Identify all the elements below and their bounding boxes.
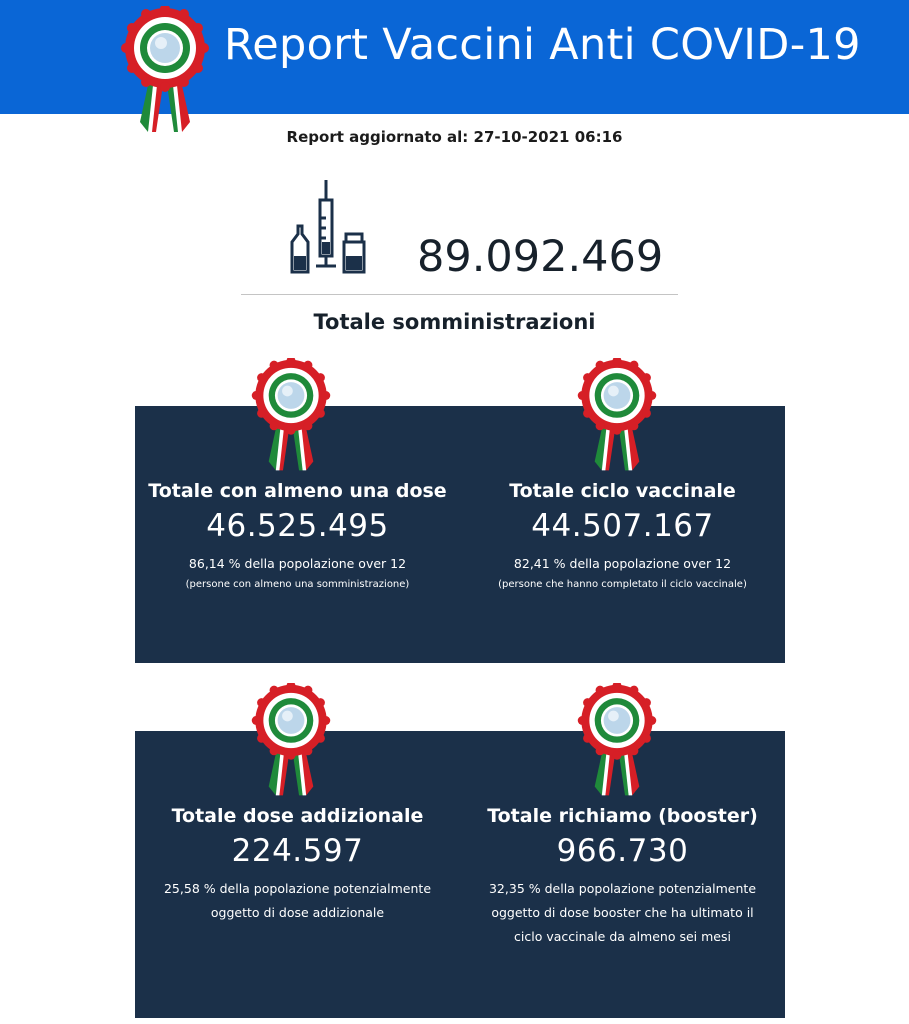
stat-additional-dose (135, 805, 460, 925)
total-administrations-label: Totale somministrazioni (313, 310, 596, 334)
stat-note: (persone con almeno una somministrazione) (185, 579, 410, 590)
rosette-icon (246, 683, 336, 799)
stat-at-least-one-dose (135, 480, 460, 590)
page-title: Report Vaccini Anti COVID-19 (224, 20, 861, 70)
rosette-icon (120, 6, 210, 136)
header-bar (0, 0, 909, 114)
rosette-icon (572, 683, 662, 799)
stat-title: Totale ciclo vaccinale (509, 480, 736, 502)
stat-title: Totale richiamo (booster) (487, 805, 758, 827)
stat-booster (460, 805, 785, 949)
rosette-icon (246, 358, 336, 474)
stat-percentage: 32,35 % della popolazione potenzialmente oggetto di dose booster che ha ultimato il ciclo vaccinale da almeno sei mesi (488, 881, 757, 944)
stat-note: (persone che hanno completato il ciclo vaccinale) (498, 579, 747, 590)
rosette-icon (572, 358, 662, 474)
stat-value: 966.730 (556, 833, 689, 869)
stat-percentage: 82,41 % della popolazione over 12 (513, 556, 732, 571)
divider (241, 294, 678, 295)
report-updated-label: Report aggiornato al: 27-10-2021 06:16 (286, 128, 623, 146)
vaccine-icon (286, 178, 368, 278)
stat-percentage: 25,58 % della popolazione potenzialmente oggetto di dose addizionale (163, 881, 432, 920)
stat-value: 224.597 (231, 833, 364, 869)
stat-full-cycle (460, 480, 785, 590)
stat-percentage: 86,14 % della popolazione over 12 (188, 556, 407, 571)
stat-title: Totale con almeno una dose (148, 480, 447, 502)
total-administrations-value: 89.092.469 (417, 232, 664, 282)
stat-title: Totale dose addizionale (171, 805, 424, 827)
stat-value: 46.525.495 (206, 508, 389, 544)
stat-value: 44.507.167 (531, 508, 714, 544)
